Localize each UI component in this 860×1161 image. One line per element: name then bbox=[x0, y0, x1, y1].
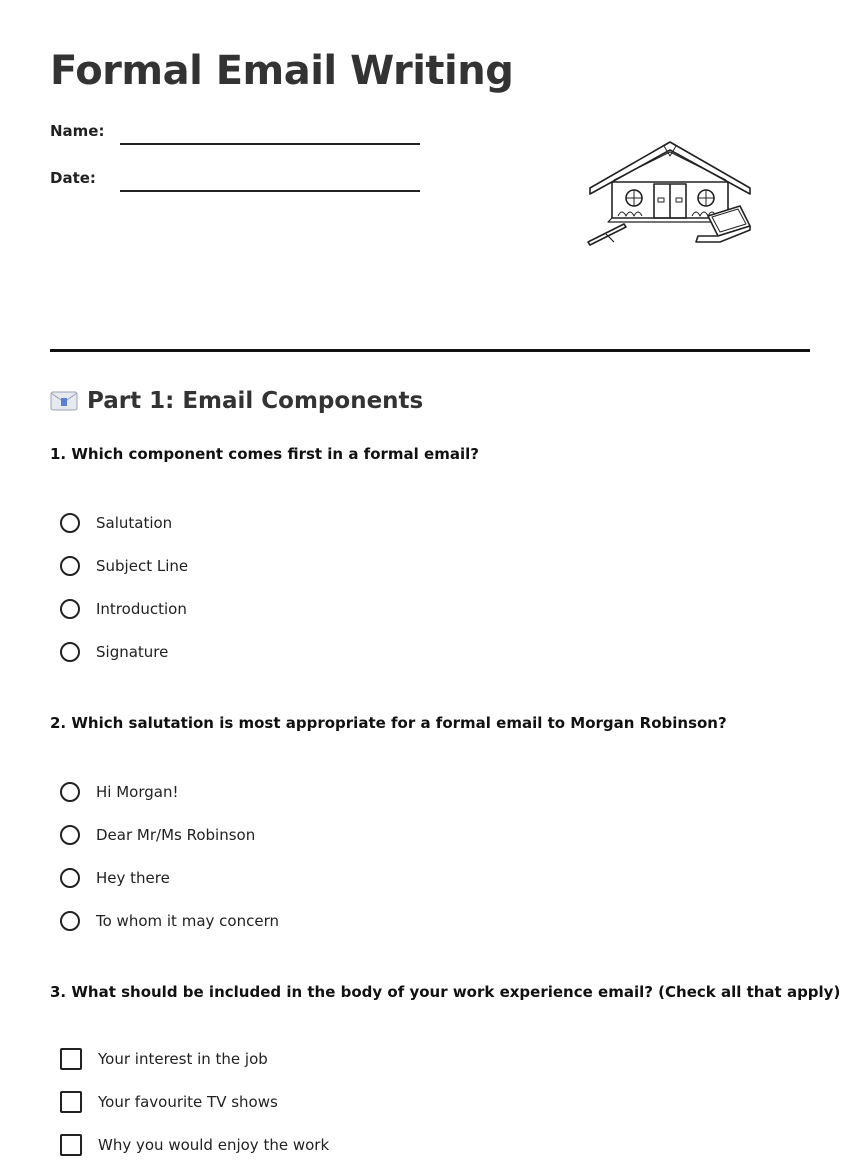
checkbox[interactable] bbox=[60, 1091, 82, 1113]
q3-option-enjoy-work[interactable] bbox=[60, 1132, 329, 1158]
q1-option-subject-line[interactable] bbox=[60, 553, 188, 579]
radio-button[interactable] bbox=[60, 513, 80, 533]
q2-option-dear-robinson[interactable] bbox=[60, 822, 255, 848]
radio-button[interactable] bbox=[60, 599, 80, 619]
option-label: Subject Line bbox=[96, 557, 189, 575]
question-1: 1. Which component comes first in a formal email? bbox=[50, 445, 479, 463]
option-label: Your interest in the job bbox=[98, 1050, 268, 1068]
q1-option-signature[interactable] bbox=[60, 639, 168, 665]
meeting-house-laptop-icon bbox=[584, 138, 756, 246]
option-label: Hey there bbox=[96, 869, 170, 887]
radio-button[interactable] bbox=[60, 782, 80, 802]
option-label: Dear Mr/Ms Robinson bbox=[96, 826, 256, 844]
option-label: To whom it may concern bbox=[96, 912, 279, 930]
q2-option-hi-morgan[interactable] bbox=[60, 779, 178, 805]
option-label: Your favourite TV shows bbox=[98, 1093, 278, 1111]
question-3: 3. What should be included in the body of your work experience email? (Check all that apply) bbox=[50, 983, 841, 1001]
radio-button[interactable] bbox=[60, 642, 80, 662]
part1-title bbox=[50, 388, 423, 414]
q2-option-hey-there[interactable] bbox=[60, 865, 170, 891]
radio-button[interactable] bbox=[60, 556, 80, 576]
worksheet-title: Formal Email Writing bbox=[50, 48, 514, 94]
radio-button[interactable] bbox=[60, 868, 80, 888]
section-divider bbox=[50, 349, 810, 352]
radio-button[interactable] bbox=[60, 911, 80, 931]
part1-title-text: Part 1: Email Components bbox=[87, 388, 424, 414]
checkbox[interactable] bbox=[60, 1048, 82, 1070]
option-label: Salutation bbox=[96, 514, 173, 532]
radio-button[interactable] bbox=[60, 825, 80, 845]
q1-option-introduction[interactable] bbox=[60, 596, 187, 622]
name-field[interactable] bbox=[120, 143, 420, 145]
q3-option-interest[interactable] bbox=[60, 1046, 268, 1072]
option-label: Hi Morgan! bbox=[96, 783, 179, 801]
question-2: 2. Which salutation is most appropriate for a formal email to Morgan Robinson? bbox=[50, 714, 727, 732]
option-label: Introduction bbox=[96, 600, 187, 618]
q2-option-to-whom[interactable] bbox=[60, 908, 279, 934]
date-field[interactable] bbox=[120, 190, 420, 192]
option-label: Signature bbox=[96, 643, 169, 661]
envelope-icon bbox=[50, 390, 78, 412]
option-label: Why you would enjoy the work bbox=[98, 1136, 330, 1154]
q1-option-salutation[interactable] bbox=[60, 510, 172, 536]
date-label: Date: bbox=[50, 169, 96, 187]
checkbox[interactable] bbox=[60, 1134, 82, 1156]
q3-option-tv-shows[interactable] bbox=[60, 1089, 278, 1115]
name-label: Name: bbox=[50, 122, 105, 140]
